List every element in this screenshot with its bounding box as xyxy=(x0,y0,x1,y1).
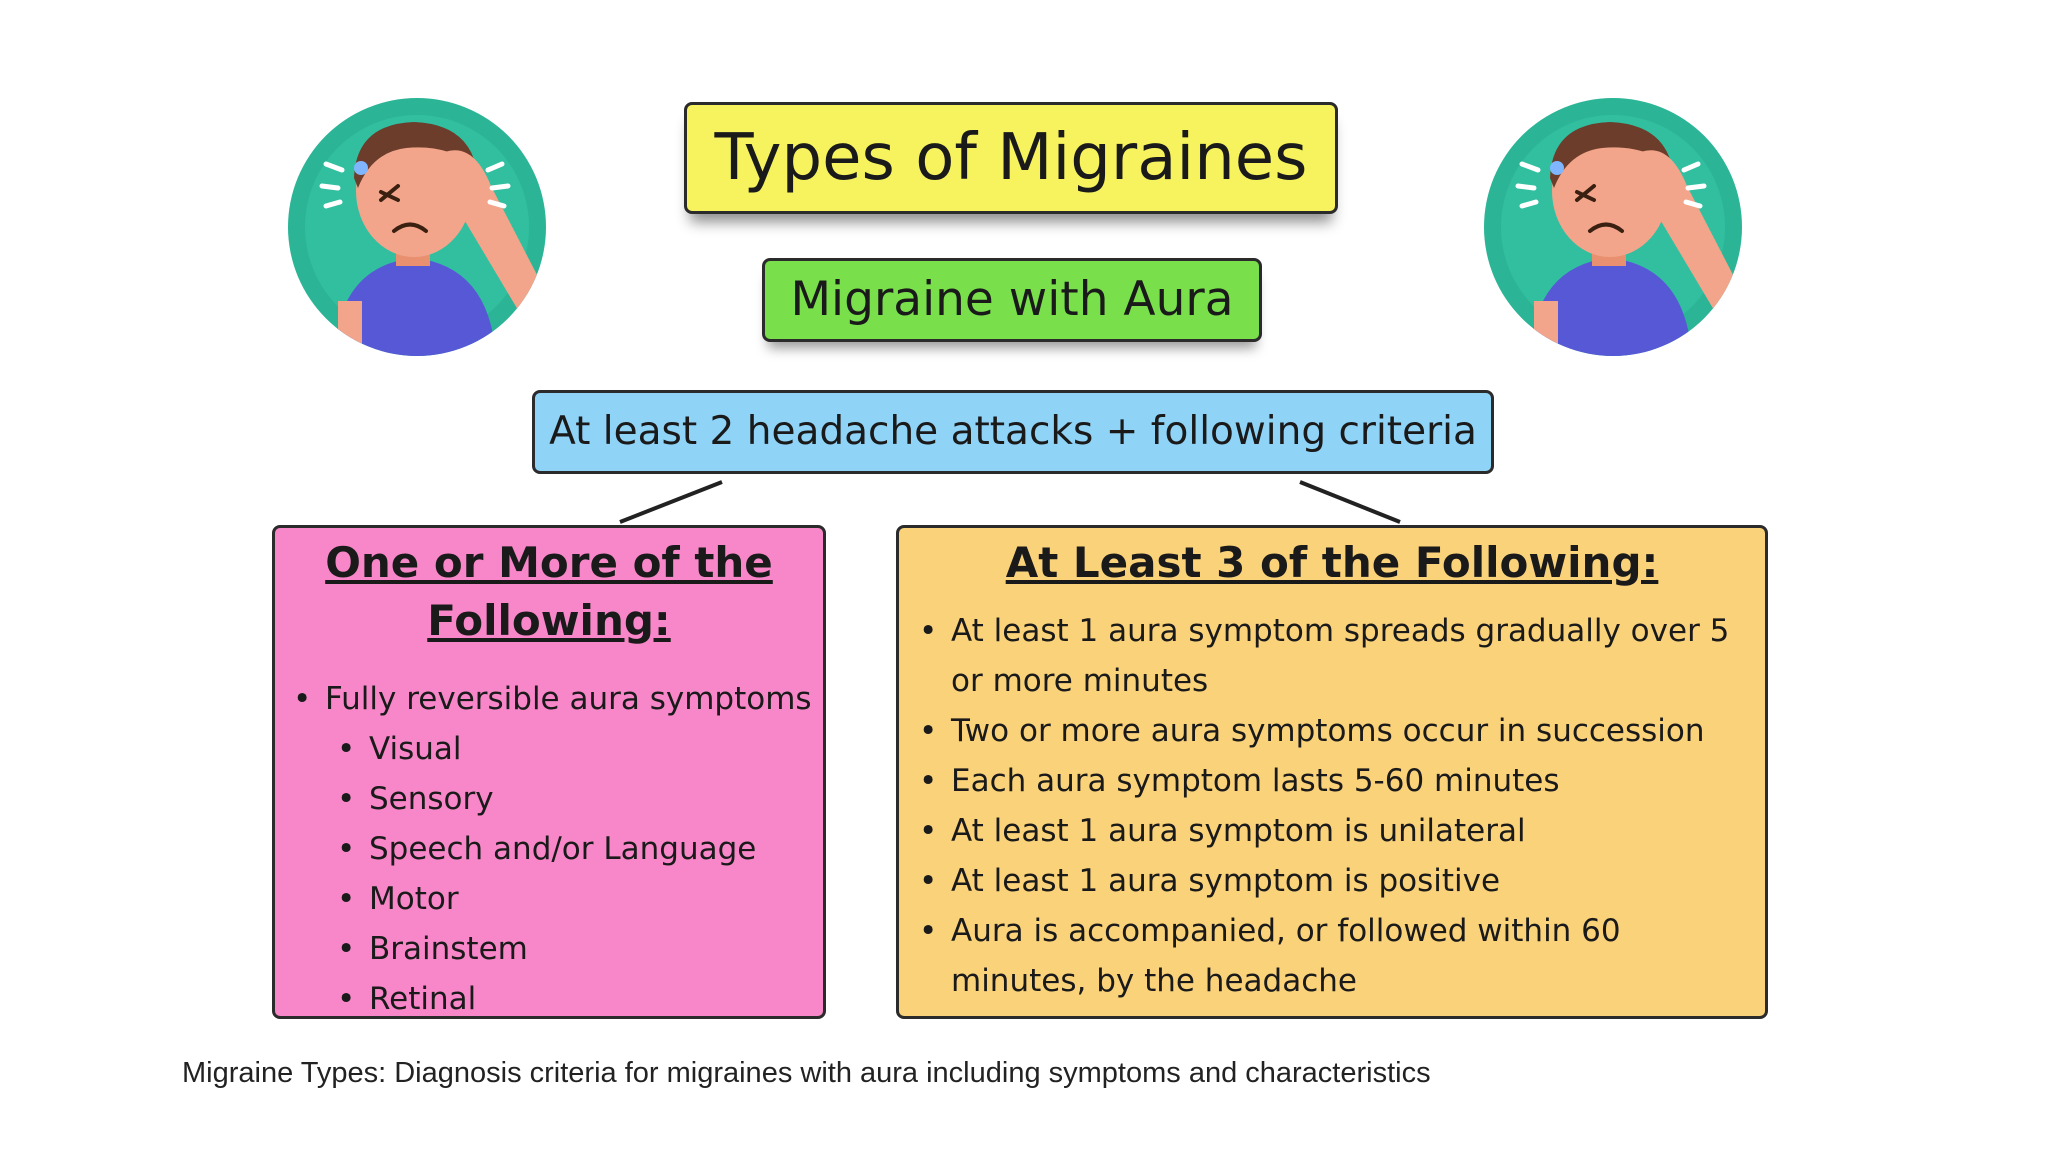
list-item: • Brainstem xyxy=(369,924,823,974)
sub-list xyxy=(325,724,823,1024)
figure-caption: Migraine Types: Diagnosis criteria for migraines with aura including symptoms and characteristics xyxy=(182,1057,1431,1089)
diagram-title: Types of Migraines xyxy=(714,121,1308,195)
list-item: • Two or more aura symptoms occur in succession xyxy=(951,706,1735,756)
list-item: • Aura is accompanied, or followed within 60 minutes, by the headache xyxy=(951,906,1735,1006)
subtitle-box xyxy=(762,258,1262,342)
list-item: • Retinal xyxy=(369,974,823,1024)
list-item xyxy=(325,674,823,1024)
left-criteria-panel xyxy=(272,525,826,1019)
list-item: • At least 1 aura symptom is positive xyxy=(951,856,1735,906)
right-panel-list xyxy=(899,606,1765,1006)
list-item: • At least 1 aura symptom is unilateral xyxy=(951,806,1735,856)
criteria-box xyxy=(532,390,1494,474)
list-item: • Each aura symptom lasts 5-60 minutes xyxy=(951,756,1735,806)
list-item: • Sensory xyxy=(369,774,823,824)
list-item: • Speech and/or Language xyxy=(369,824,823,874)
list-item-text: Fully reversible aura symptoms xyxy=(325,681,812,717)
list-item: • At least 1 aura symptom spreads gradually over 5 or more minutes xyxy=(951,606,1735,706)
right-panel-heading: At Least 3 of the Following: xyxy=(1005,538,1659,587)
diagram-subtitle: Migraine with Aura xyxy=(790,272,1234,327)
left-panel-heading: One or More of the Following: xyxy=(325,538,773,645)
right-criteria-panel xyxy=(896,525,1768,1019)
connector-left xyxy=(620,482,722,522)
title-box xyxy=(684,102,1338,214)
criteria-text: At least 2 headache attacks + following criteria xyxy=(549,409,1477,454)
list-item: • Motor xyxy=(369,874,823,924)
headache-person-icon xyxy=(1482,96,1744,358)
connector-right xyxy=(1300,482,1400,522)
headache-person-icon xyxy=(286,96,548,358)
left-panel-list xyxy=(275,674,823,1024)
list-item: • Visual xyxy=(369,724,823,774)
